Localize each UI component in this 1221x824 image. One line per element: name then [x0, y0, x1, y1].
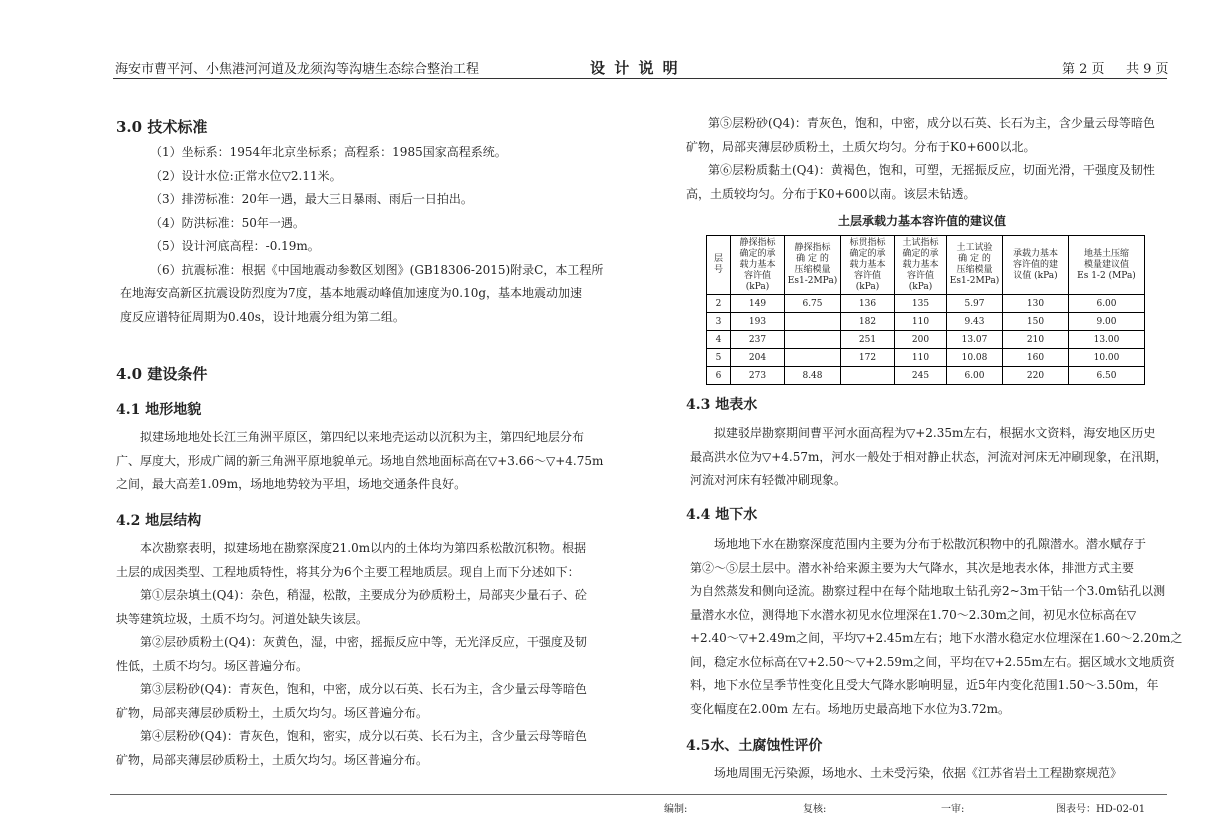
- table-cell: 6.00: [947, 367, 1003, 385]
- paragraph-line: 第④层粉砂(Q4)：青灰色，饱和，密实，成分以石英、长石为主，含少量云母等暗色: [140, 729, 587, 743]
- table-header-cell: 静探指标 确定的承 载力基本 容许值 (kPa): [731, 236, 785, 295]
- table-cell: [841, 367, 895, 385]
- table-header-cell: 承载力基本 容许值的建 议值 (kPa): [1003, 236, 1069, 295]
- footer-drawing-no: 图表号：HD-02-01: [1056, 804, 1146, 815]
- paragraph-line: +2.40～▽+2.49m之间，平均▽+2.45m左右；地下水潜水稳定水位埋深在1.60～2.20m之: [690, 631, 1183, 645]
- paragraph-line: 矿物，局部夹薄层砂质粉土，土质欠均匀。场区普遍分布。: [116, 705, 429, 720]
- paragraph-line: 最高洪水位为▽+4.57m，河水一般处于相对静止状态，河流对河床无冲刷现象，在汛期，: [690, 449, 1168, 464]
- table-header-cell: 土工试验 确 定 的 压缩模量 Es1-2MPa): [947, 236, 1003, 295]
- table-cell: [785, 313, 841, 331]
- table-row: [707, 349, 1145, 367]
- table-cell: 6.50: [1069, 367, 1145, 385]
- tech-item: 在地海安高新区抗震设防烈度为7度，基本地震动峰值加速度为0.10g，基本地震动加速: [120, 286, 583, 300]
- footer-review: 复核:: [803, 804, 827, 815]
- table-header-row: [707, 236, 1145, 295]
- tech-item: 度反应谱特征周期为0.40s，设计地震分组为第二组。: [120, 309, 405, 324]
- table-header-cell: 地基土压缩 模量建议值 Es 1-2 (MPa): [1069, 236, 1145, 295]
- table-cell: 182: [841, 313, 895, 331]
- page-number: 第 2 页: [1062, 62, 1105, 77]
- table-cell: 220: [1003, 367, 1069, 385]
- section-4-3-body: [690, 422, 1167, 493]
- layers-5-6-body: [686, 112, 1155, 206]
- table-cell: 110: [895, 313, 947, 331]
- paragraph-line: 场地地下水在勘察深度范围内主要为分布于松散沉积物中的孔隙潜水。潜水赋存于: [714, 537, 1147, 551]
- section-4-2-title: 4.2 地层结构: [116, 513, 202, 529]
- page-total: 共 9 页: [1126, 62, 1169, 77]
- table-cell: 9.00: [1069, 313, 1145, 331]
- table-header-cell: 层 号: [707, 236, 731, 295]
- paragraph-line: 第②层砂质粉土(Q4)：灰黄色，湿，中密，摇振反应中等，无光泽反应，干强度及韧: [140, 635, 587, 649]
- table-cell: 9.43: [947, 313, 1003, 331]
- table-row: [707, 295, 1145, 313]
- table-cell: 135: [895, 295, 947, 313]
- paragraph-line: 间，稳定水位标高在▽+2.50～▽+2.59m之间，平均在▽+2.55m左右。据区域水文地质资: [690, 654, 1175, 669]
- table-cell: 6: [707, 367, 731, 385]
- table-cell: 5: [707, 349, 731, 367]
- table-row: [707, 331, 1145, 349]
- paragraph-line: 广、厚度大，形成广阔的新三角洲平原地貌单元。场地自然地面标高在▽+3.66～▽+4.75m: [116, 453, 604, 468]
- paragraph-line: 矿物，局部夹薄层砂质粉土，土质欠均匀。分布于K0+600以北。: [686, 139, 1036, 154]
- tech-item: （2）设计水位:正常水位▽2.11米。: [150, 168, 342, 183]
- bearing-capacity-table: [706, 235, 1145, 385]
- paragraph-line: 第①层杂填土(Q4)：杂色，稍湿，松散，主要成分为砂质粉土，局部夹少量石子、砼: [140, 588, 587, 602]
- table-cell: [785, 349, 841, 367]
- section-4-4-title: 4.4 地下水: [686, 507, 758, 523]
- table-cell: 6.00: [1069, 295, 1145, 313]
- project-name: 海安市曹平河、小焦港河河道及龙须沟等沟塘生态综合整治工程: [115, 62, 480, 77]
- paragraph-line: 量潜水水位，测得地下水潜水初见水位埋深在1.70～2.30m之间，初见水位标高在▽: [690, 607, 1137, 622]
- section-4-1-body: [116, 426, 603, 497]
- footer-compile: 编制:: [664, 804, 688, 815]
- table-cell: 251: [841, 331, 895, 349]
- paragraph-line: 拟建场地地处长江三角洲平原区，第四纪以来地壳运动以沉积为主，第四纪地层分布: [140, 430, 585, 444]
- table-header-cell: 土试指标 确定的承 载力基本 容许值 (kPa): [895, 236, 947, 295]
- table-cell: 8.48: [785, 367, 841, 385]
- paragraph-line: 第⑤层粉砂(Q4)：青灰色，饱和，中密，成分以石英、长石为主，含少量云母等暗色: [708, 116, 1155, 130]
- table-cell: 5.97: [947, 295, 1003, 313]
- table-cell: 200: [895, 331, 947, 349]
- paragraph-line: 第⑥层粉质黏土(Q4)：黄褐色，饱和，可塑，无摇振反应，切面光滑，干强度及韧性: [708, 163, 1155, 177]
- section-4-1-title: 4.1 地形地貌: [116, 402, 202, 418]
- paragraph-line: 河流对河床有轻微冲刷现象。: [690, 473, 847, 487]
- table-cell: 245: [895, 367, 947, 385]
- tech-item: （4）防洪标准：50年一遇。: [150, 215, 305, 230]
- table-cell: 13.07: [947, 331, 1003, 349]
- table-cell: 136: [841, 295, 895, 313]
- table-cell: 237: [731, 331, 785, 349]
- section-3-title: 3.0 技术标准: [116, 118, 208, 136]
- footer-rule: [110, 794, 1167, 795]
- table-cell: 2: [707, 295, 731, 313]
- table-cell: 10.00: [1069, 349, 1145, 367]
- table-cell: 204: [731, 349, 785, 367]
- table-cell: 150: [1003, 313, 1069, 331]
- table-cell: 210: [1003, 331, 1069, 349]
- header-rule: [113, 78, 1167, 79]
- paragraph-line: 本次勘察表明，拟建场地在勘察深度21.0m以内的土体均为第四系松散沉积物。根据: [140, 541, 587, 555]
- section-4-4-body: [690, 533, 1182, 721]
- section-4-3-title: 4.3 地表水: [686, 397, 758, 413]
- footer-audit: 一审:: [941, 804, 965, 815]
- paragraph-line: 变化幅度在2.00m 左右。场地历史最高地下水位为3.72m。: [690, 701, 1011, 716]
- section-4-5-title: 4.5水、土腐蚀性评价: [686, 738, 823, 754]
- paragraph-line: 土层的成因类型、工程地质特性，将其分为6个主要工程地质层。现自上而下分述如下：: [116, 564, 580, 579]
- table-cell: 4: [707, 331, 731, 349]
- paragraph-line: 第③层粉砂(Q4)：青灰色，饱和，中密，成分以石英、长石为主，含少量云母等暗色: [140, 682, 587, 696]
- tech-item: （1）坐标系：1954年北京坐标系；高程系：1985国家高程系统。: [150, 145, 507, 159]
- section-4-2-body: [116, 537, 587, 772]
- tech-item: （5）设计河底高程：-0.19m。: [150, 239, 320, 253]
- section-4-title: 4.0 建设条件: [116, 365, 208, 383]
- paragraph-line: 为自然蒸发和侧向迳流。勘察过程中在每个陆地取土钻孔旁2~3m干钻一个3.0m钻孔以测: [690, 584, 1166, 598]
- table-header-cell: 标贯指标 确定的承 载力基本 容许值 (kPa): [841, 236, 895, 295]
- table-cell: 160: [1003, 349, 1069, 367]
- table-cell: 193: [731, 313, 785, 331]
- paragraph-line: 拟建驳岸勘察期间曹平河水面高程为▽+2.35m左右，根据水文资料，海安地区历史: [714, 426, 1156, 440]
- table-cell: 172: [841, 349, 895, 367]
- tech-item: （6）抗震标准：根据《中国地震动参数区划图》(GB18306-2015)附录C，本工程所: [150, 262, 604, 277]
- tech-item: （3）排涝标准：20年一遇，最大三日暴雨、雨后一日拍出。: [150, 192, 473, 206]
- table-row: [707, 313, 1145, 331]
- section-4-5-body: [690, 762, 1122, 786]
- table-cell: 6.75: [785, 295, 841, 313]
- table-cell: [785, 331, 841, 349]
- table-row: [707, 367, 1145, 385]
- table-cell: 273: [731, 367, 785, 385]
- document-title: 设 计 说 明: [590, 59, 680, 77]
- table-cell: 110: [895, 349, 947, 367]
- table-cell: 13.00: [1069, 331, 1145, 349]
- paragraph-line: 之间，最大高差1.09m，场地地势较为平坦，场地交通条件良好。: [116, 477, 467, 491]
- table-header-cell: 静探指标 确 定 的 压缩模量 Es1-2MPa): [785, 236, 841, 295]
- paragraph-line: 块等建筑垃圾，土质不均匀。河道处缺失该层。: [116, 611, 369, 626]
- paragraph-line: 性低，土质不均匀。场区普遍分布。: [116, 658, 309, 673]
- paragraph-line: 第②～⑤层土层中。潜水补给来源主要为大气降水，其次是地表水体，排泄方式主要: [690, 560, 1135, 575]
- section-3-items: [120, 141, 603, 329]
- table-cell: 149: [731, 295, 785, 313]
- paragraph-line: 高，土质较均匀。分布于K0+600以南。该层未钻透。: [686, 186, 976, 201]
- table-cell: 3: [707, 313, 731, 331]
- table-cell: 130: [1003, 295, 1069, 313]
- paragraph-line: 场地周围无污染源，场地水、土未受污染，依据《江苏省岩土工程勘察规范》: [714, 766, 1123, 780]
- paragraph-line: 料，地下水位呈季节性变化且受大气降水影响明显，近5年内变化范围1.50～3.50m，年: [690, 678, 1159, 692]
- paragraph-line: 矿物，局部夹薄层砂质粉土，土质欠均匀。场区普遍分布。: [116, 752, 429, 767]
- table-cell: 10.08: [947, 349, 1003, 367]
- table-title: 土层承载力基本容许值的建议值: [838, 214, 1007, 228]
